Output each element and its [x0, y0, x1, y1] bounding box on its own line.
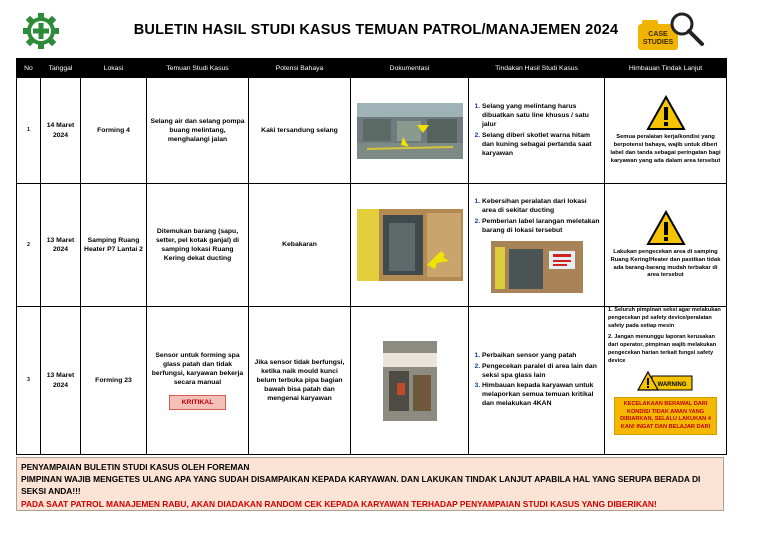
follow-up-text: Lakukan pengecekan area di samping Ruang Kering/Heater dan pastikan tidak ada barang-barang mudah terbakar di area tersebut — [610, 248, 721, 279]
footer-line-1: PENYAMPAIAN BULETIN STUDI KASUS OLEH FOREMAN — [21, 462, 250, 472]
action-item: 2. Selang diberi skotlet warna hitam dan kuning sebagai pertanda saat karyawan — [482, 131, 601, 159]
column-header-dokumentasi: Dokumentasi — [351, 59, 469, 78]
row-number: 3 — [17, 307, 41, 455]
ducting-area-photo — [357, 209, 463, 281]
broken-sensor-photo — [383, 341, 437, 421]
row-documentation — [351, 78, 469, 184]
row-documentation — [351, 184, 469, 307]
follow-up-points — [608, 307, 723, 366]
row-number: 1 — [17, 78, 41, 184]
footer-notice — [16, 457, 724, 511]
case-study-table — [16, 58, 727, 455]
follow-up-text: Semua peralatan kerja/kondisi yang berpotensi bahaya, wajib untuk diberi label dan tanda sebagai peringatan bagi karyawan yang ada dalam area tersebut — [610, 134, 721, 164]
action-item: 1. Kebersihan peralatan dari lokasi area di sekitar ducting — [482, 197, 601, 215]
warning-sign — [608, 370, 723, 395]
case-studies-magnifier-icon — [636, 10, 706, 54]
factory-floor-photo — [357, 103, 463, 159]
row-actions — [469, 307, 605, 455]
row-location: Forming 4 — [81, 78, 147, 184]
table-row — [17, 78, 727, 184]
row-hazard: Jika sensor tidak berfungsi, ketika naik mould kunci belum terbuka pipa bagian bawah bisa patah dan mengenai karyawan — [249, 307, 351, 455]
row-date: 13 Maret 2024 — [41, 307, 81, 455]
warning-message: KECELAKAAN BERAWAL DARI KONDISI TIDAK AMAN YANG DIBIARKAN, SELALU LAKUKAN 4 KAN! INGAT DAN BELAJAR DARI — [614, 397, 717, 435]
row-documentation — [351, 307, 469, 455]
column-header-lokasi: Lokasi — [81, 59, 147, 78]
warning-sign-label: WARNING — [657, 381, 686, 388]
studies-text: STUDIES — [642, 39, 674, 46]
row-hazard: Kaki tersandung selang — [249, 78, 351, 184]
header — [0, 0, 768, 58]
row-finding: Ditemukan barang (sapu, setter, pel kotak ganjal) di samping lokasi Ruang Kering dekat ducting — [147, 184, 249, 307]
warning-triangle-icon — [646, 210, 686, 246]
label-installed-photo — [491, 241, 583, 293]
table-row — [17, 307, 727, 455]
gear-cross-logo-icon — [20, 12, 62, 50]
footer-line-3: PADA SAAT PATROL MANAJEMEN RABU, AKAN DIADAKAN RANDOM CEK KEPADA KARYAWAN TERHADAP PENYAMPAIAN STUDI KASUS YANG DIBERIKAN! — [21, 498, 657, 509]
page-title: BULETIN HASIL STUDI KASUS TEMUAN PATROL/MANAJEMEN 2024 — [133, 22, 619, 38]
follow-up-point: 2. Jangan menunggu laporan kerusakan dari operator, pimpinan wajib melakukan pengecekan harian terkait fungsi safety device — [608, 334, 717, 364]
column-header-tanggal: Tanggal — [41, 59, 81, 78]
row-date: 13 Maret 2024 — [41, 184, 81, 307]
row-actions — [469, 184, 605, 307]
row-date: 14 Maret 2024 — [41, 78, 81, 184]
row-follow-up — [605, 184, 727, 307]
action-item: 1. Perbaikan sensor yang patah — [482, 351, 601, 360]
warning-triangle-icon — [646, 95, 686, 131]
action-item: 1. Selang yang melintang harus dibuatkan satu line khusus / satu jalur — [482, 102, 601, 130]
action-item: 2. Pengecekan paralel di area lain dan seksi spa glass lain — [482, 362, 601, 380]
column-header-no: No — [17, 59, 41, 78]
case-text: CASE — [648, 31, 668, 38]
row-follow-up — [605, 307, 727, 455]
row-hazard: Kebakaran — [249, 184, 351, 307]
row-location: Forming 23 — [81, 307, 147, 455]
column-header-temuan: Temuan Studi Kasus — [147, 59, 249, 78]
warning-sign-icon — [636, 370, 696, 392]
finding-text: Sensor untuk forming spa glass patah dan tidak berfungsi, karyawan bekerja secara manual — [151, 351, 244, 387]
kritikal-badge: KRITIKAL — [169, 395, 227, 410]
row-location: Samping Ruang Heater P7 Lantai 2 — [81, 184, 147, 307]
row-actions — [469, 78, 605, 184]
table-header-row — [17, 59, 727, 78]
row-number: 2 — [17, 184, 41, 307]
row-finding — [147, 307, 249, 455]
row-finding: Selang air dan selang pompa buang melintang, menghalangi jalan — [147, 78, 249, 184]
action-item: 3. Himbauan kepada karyawan untuk melaporkan semua temuan kritikal dan melakukan 4KAN — [482, 381, 601, 409]
row-follow-up — [605, 78, 727, 184]
table-row — [17, 184, 727, 307]
column-header-himbauan: Himbauan Tindak Lanjut — [605, 59, 727, 78]
column-header-potensi: Potensi Bahaya — [249, 59, 351, 78]
column-header-tindakan: Tindakan Hasil Studi Kasus — [469, 59, 605, 78]
footer-line-2: PIMPINAN WAJIB MENGETES ULANG APA YANG SUDAH DISAMPAIKAN KEPADA KARYAWAN. DAN LAKUKAN TINDAK LANJUT APABILA HAL YANG SERUPA BERADA DI SEKSI ANDA!!! — [21, 474, 701, 497]
action-item: 2. Pemberian label larangan meletakan barang di lokasi tersebut — [482, 217, 601, 235]
follow-up-point: 1. Seluruh pimpinan seksi agar melakukan pengecekan pd safety device/peralatan safety pada setiap mesin — [608, 307, 721, 329]
